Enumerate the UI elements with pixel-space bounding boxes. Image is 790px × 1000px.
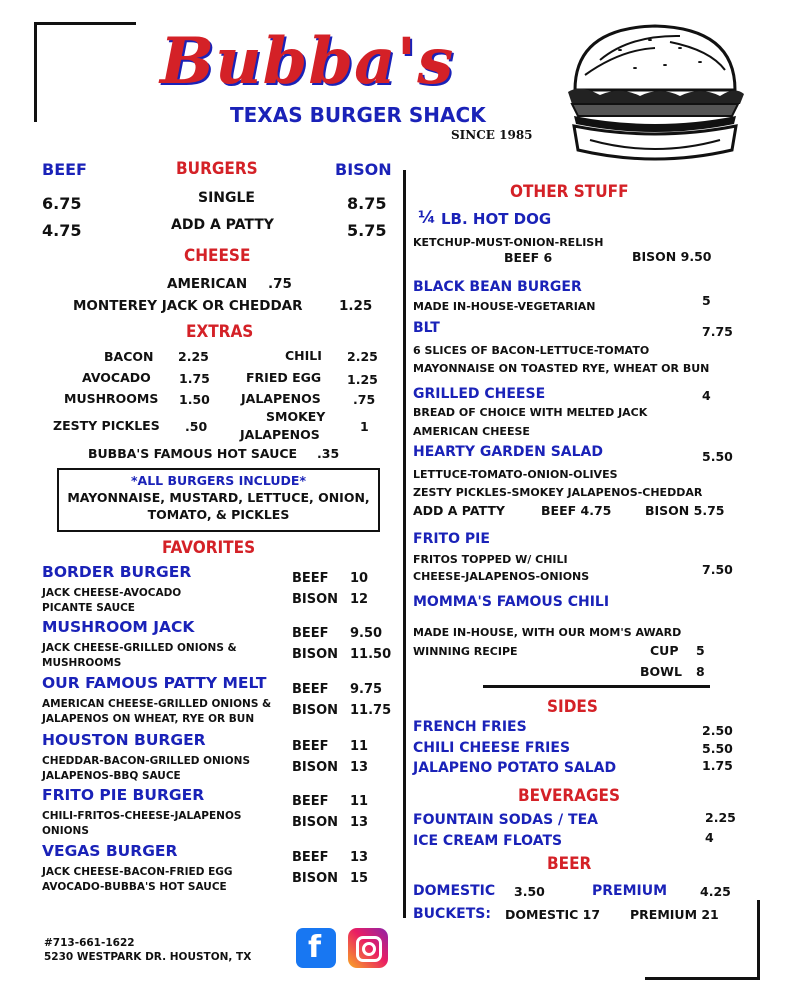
bev-soda-name: FOUNTAIN SODAS / TEA <box>413 812 598 828</box>
beer-domestic-label: DOMESTIC <box>413 883 496 899</box>
frame-bottom-right-h <box>645 977 760 980</box>
extra-chili-price: 2.25 <box>347 349 378 364</box>
cheese-title: CHEESE <box>184 246 251 266</box>
favorite-bison-price: 12 <box>350 592 369 607</box>
beer-domestic-price: 3.50 <box>514 884 545 899</box>
frame-top-left-v <box>34 22 37 122</box>
side-fries-price: 2.50 <box>702 723 733 738</box>
bev-soda-price: 2.25 <box>705 810 736 825</box>
favorite-desc-line1: AMERICAN CHEESE-GRILLED ONIONS & <box>42 698 272 710</box>
hotdog-fraction: ¼ <box>418 208 436 228</box>
favorite-beef-label: BEEF <box>292 850 329 865</box>
burger-single-beef-price: 6.75 <box>42 194 82 213</box>
favorite-bison-label: BISON <box>292 871 339 886</box>
favorite-name: VEGAS BURGER <box>42 842 178 860</box>
favorite-beef-price: 10 <box>350 571 369 586</box>
chili-bowl-price: 8 <box>696 664 705 679</box>
include-line2: TOMATO, & PICKLES <box>147 507 290 522</box>
grilled-cheese-price: 4 <box>702 388 711 403</box>
hot-sauce-price: .35 <box>317 446 340 461</box>
extra-avocado-name: AVOCADO <box>82 370 151 385</box>
extra-smokey-price: 1 <box>360 419 369 434</box>
cheese-american-price: .75 <box>268 276 292 292</box>
burgers-beef-label: BEEF <box>42 160 87 179</box>
extra-mushrooms-price: 1.50 <box>179 392 210 407</box>
other-stuff-title: OTHER STUFF <box>510 182 629 202</box>
blt-desc2: MAYONNAISE ON TOASTED RYE, WHEAT OR BUN <box>413 362 710 375</box>
side-chili-fries-name: CHILI CHEESE FRIES <box>413 740 571 756</box>
side-fries-name: FRENCH FRIES <box>413 719 527 735</box>
extra-pickles-price: .50 <box>185 419 208 434</box>
extra-bacon-name: BACON <box>104 349 154 364</box>
favorite-beef-price: 9.75 <box>350 682 383 697</box>
favorite-beef-label: BEEF <box>292 571 329 586</box>
favorite-name: OUR FAMOUS PATTY MELT <box>42 674 267 692</box>
favorite-beef-price: 11 <box>350 794 369 809</box>
favorite-beef-price: 13 <box>350 850 369 865</box>
beer-buckets-domestic: DOMESTIC 17 <box>505 907 601 922</box>
blt-name: BLT <box>413 320 440 336</box>
extra-egg-name: FRIED EGG <box>246 370 322 385</box>
favorite-beef-label: BEEF <box>292 739 329 754</box>
beer-buckets-label: BUCKETS: <box>413 906 491 922</box>
frito-pie-name: FRITO PIE <box>413 531 490 547</box>
sides-title: SIDES <box>547 697 598 717</box>
favorite-desc-line1: JACK CHEESE-AVOCADO <box>42 587 182 599</box>
hot-sauce-name: BUBBA'S FAMOUS HOT SAUCE <box>88 446 298 461</box>
bev-floats-price: 4 <box>705 830 714 845</box>
chili-cup-price: 5 <box>696 643 705 658</box>
burgers-title: BURGERS <box>176 159 258 179</box>
favorite-desc-line1: JACK CHEESE-BACON-FRIED EGG <box>42 866 233 878</box>
side-potato-salad-name: JALAPENO POTATO SALAD <box>413 760 617 776</box>
extra-jalapenos-price: .75 <box>353 392 376 407</box>
extra-chili-name: CHILI <box>285 348 322 363</box>
restaurant-logo: Bubba's <box>160 24 455 99</box>
extra-pickles-name: ZESTY PICKLES <box>53 418 160 433</box>
extra-avocado-price: 1.75 <box>179 371 210 386</box>
favorite-bison-price: 13 <box>350 815 369 830</box>
extra-smokey-name-line1: SMOKEY <box>266 409 326 424</box>
beer-buckets-premium: PREMIUM 21 <box>630 907 719 922</box>
favorite-name: HOUSTON BURGER <box>42 731 206 749</box>
favorite-bison-label: BISON <box>292 703 339 718</box>
hotdog-bison: BISON 9.50 <box>632 249 712 264</box>
side-chili-fries-price: 5.50 <box>702 741 733 756</box>
cheese-monterey-name: MONTEREY JACK OR CHEDDAR <box>73 298 303 314</box>
favorite-name: BORDER BURGER <box>42 563 192 581</box>
extra-bacon-price: 2.25 <box>178 349 209 364</box>
favorite-beef-price: 11 <box>350 739 369 754</box>
column-divider <box>403 170 406 918</box>
hotdog-beef: BEEF 6 <box>504 250 553 265</box>
grilled-cheese-desc2: AMERICAN CHEESE <box>413 425 530 438</box>
favorite-bison-label: BISON <box>292 592 339 607</box>
salad-add-patty: ADD A PATTY <box>413 503 505 518</box>
favorite-desc-line2: MUSHROOMS <box>42 657 122 669</box>
favorite-bison-label: BISON <box>292 815 339 830</box>
burger-patty-name: ADD A PATTY <box>171 217 274 233</box>
frito-pie-desc1: FRITOS TOPPED W/ CHILI <box>413 553 568 566</box>
include-line1: MAYONNAISE, MUSTARD, LETTUCE, ONION, <box>67 490 370 505</box>
favorite-bison-price: 13 <box>350 760 369 775</box>
grilled-cheese-name: GRILLED CHEESE <box>413 386 546 402</box>
favorite-bison-label: BISON <box>292 647 339 662</box>
sides-divider <box>483 685 710 688</box>
facebook-icon[interactable] <box>296 928 336 968</box>
favorite-beef-label: BEEF <box>292 794 329 809</box>
burger-single-bison-price: 8.75 <box>347 194 387 213</box>
salad-name: HEARTY GARDEN SALAD <box>413 444 604 460</box>
frame-top-left-h <box>34 22 136 25</box>
burger-patty-beef-price: 4.75 <box>42 221 82 240</box>
frito-pie-desc2: CHEESE-JALAPENOS-ONIONS <box>413 570 590 583</box>
favorite-bison-price: 11.75 <box>350 703 392 718</box>
chili-desc1: MADE IN-HOUSE, WITH OUR MOM'S AWARD <box>413 626 682 639</box>
favorite-desc-line2: AVOCADO-BUBBA'S HOT SAUCE <box>42 881 227 893</box>
favorite-beef-price: 9.50 <box>350 626 383 641</box>
chili-name: MOMMA'S FAMOUS CHILI <box>413 594 610 610</box>
instagram-camera-lens <box>362 942 376 956</box>
restaurant-tagline: TEXAS BURGER SHACK <box>230 103 486 127</box>
include-title: *ALL BURGERS INCLUDE* <box>131 473 306 488</box>
instagram-icon[interactable] <box>348 928 388 968</box>
black-bean-desc: MADE IN-HOUSE-VEGETARIAN <box>413 300 596 313</box>
burger-single-name: SINGLE <box>198 190 255 206</box>
favorite-name: FRITO PIE BURGER <box>42 786 205 804</box>
extra-mushrooms-name: MUSHROOMS <box>64 391 159 406</box>
favorite-desc-line1: CHEDDAR-BACON-GRILLED ONIONS <box>42 755 251 767</box>
beer-title: BEER <box>547 854 592 874</box>
beer-premium-price: 4.25 <box>700 884 731 899</box>
chili-desc2: WINNING RECIPE <box>413 645 518 658</box>
favorite-bison-label: BISON <box>292 760 339 775</box>
bev-floats-name: ICE CREAM FLOATS <box>413 833 563 849</box>
salad-add-bison: BISON 5.75 <box>645 503 725 518</box>
favorite-desc-line2: PICANTE SAUCE <box>42 602 135 614</box>
extra-smokey-name-line2: JALAPENOS <box>240 427 320 442</box>
salad-add-beef: BEEF 4.75 <box>541 503 612 518</box>
frame-bottom-right-v <box>757 900 760 980</box>
blt-desc1: 6 SLICES OF BACON-LETTUCE-TOMATO <box>413 344 650 357</box>
hotdog-desc: KETCHUP-MUST-ONION-RELISH <box>413 236 604 249</box>
burger-illustration-icon <box>560 20 750 170</box>
favorite-desc-line1: JACK CHEESE-GRILLED ONIONS & <box>42 642 237 654</box>
favorite-beef-label: BEEF <box>292 682 329 697</box>
burger-patty-bison-price: 5.75 <box>347 221 387 240</box>
cheese-monterey-price: 1.25 <box>339 298 373 314</box>
extras-title: EXTRAS <box>186 322 254 342</box>
black-bean-price: 5 <box>702 293 711 308</box>
all-burgers-include-box <box>57 468 380 532</box>
side-potato-salad-price: 1.75 <box>702 758 733 773</box>
grilled-cheese-desc1: BREAD OF CHOICE WITH MELTED JACK <box>413 406 648 419</box>
chili-cup-label: CUP <box>650 643 679 658</box>
salad-price: 5.50 <box>702 449 733 464</box>
chili-bowl-label: BOWL <box>640 664 682 679</box>
facebook-letter: f <box>308 930 322 965</box>
extra-egg-price: 1.25 <box>347 372 378 387</box>
favorite-beef-label: BEEF <box>292 626 329 641</box>
beer-premium-label: PREMIUM <box>592 883 668 899</box>
favorites-title: FAVORITES <box>162 538 256 558</box>
favorite-desc-line2: ONIONS <box>42 825 89 837</box>
hotdog-name: LB. HOT DOG <box>441 210 552 228</box>
beverages-title: BEVERAGES <box>518 786 621 806</box>
salad-desc2: ZESTY PICKLES-SMOKEY JALAPENOS-CHEDDAR <box>413 486 703 499</box>
black-bean-name: BLACK BEAN BURGER <box>413 279 582 295</box>
extra-jalapenos-name: JALAPENOS <box>241 391 321 406</box>
favorite-bison-price: 15 <box>350 871 369 886</box>
salad-desc1: LETTUCE-TOMATO-ONION-OLIVES <box>413 468 618 481</box>
blt-price: 7.75 <box>702 324 733 339</box>
since-year: SINCE 1985 <box>451 128 533 142</box>
favorite-name: MUSHROOM JACK <box>42 618 195 636</box>
frito-pie-price: 7.50 <box>702 562 733 577</box>
favorite-bison-price: 11.50 <box>350 647 392 662</box>
favorite-desc-line1: CHILI-FRITOS-CHEESE-JALAPENOS <box>42 810 242 822</box>
favorite-desc-line2: JALAPENOS ON WHEAT, RYE OR BUN <box>42 713 255 725</box>
burgers-bison-label: BISON <box>335 160 392 179</box>
cheese-american-name: AMERICAN <box>167 276 248 292</box>
contact-address: 5230 WESTPARK DR. HOUSTON, TX <box>44 951 252 963</box>
favorite-desc-line2: JALAPENOS-BBQ SAUCE <box>42 770 181 782</box>
contact-phone: #713-661-1622 <box>44 937 135 949</box>
